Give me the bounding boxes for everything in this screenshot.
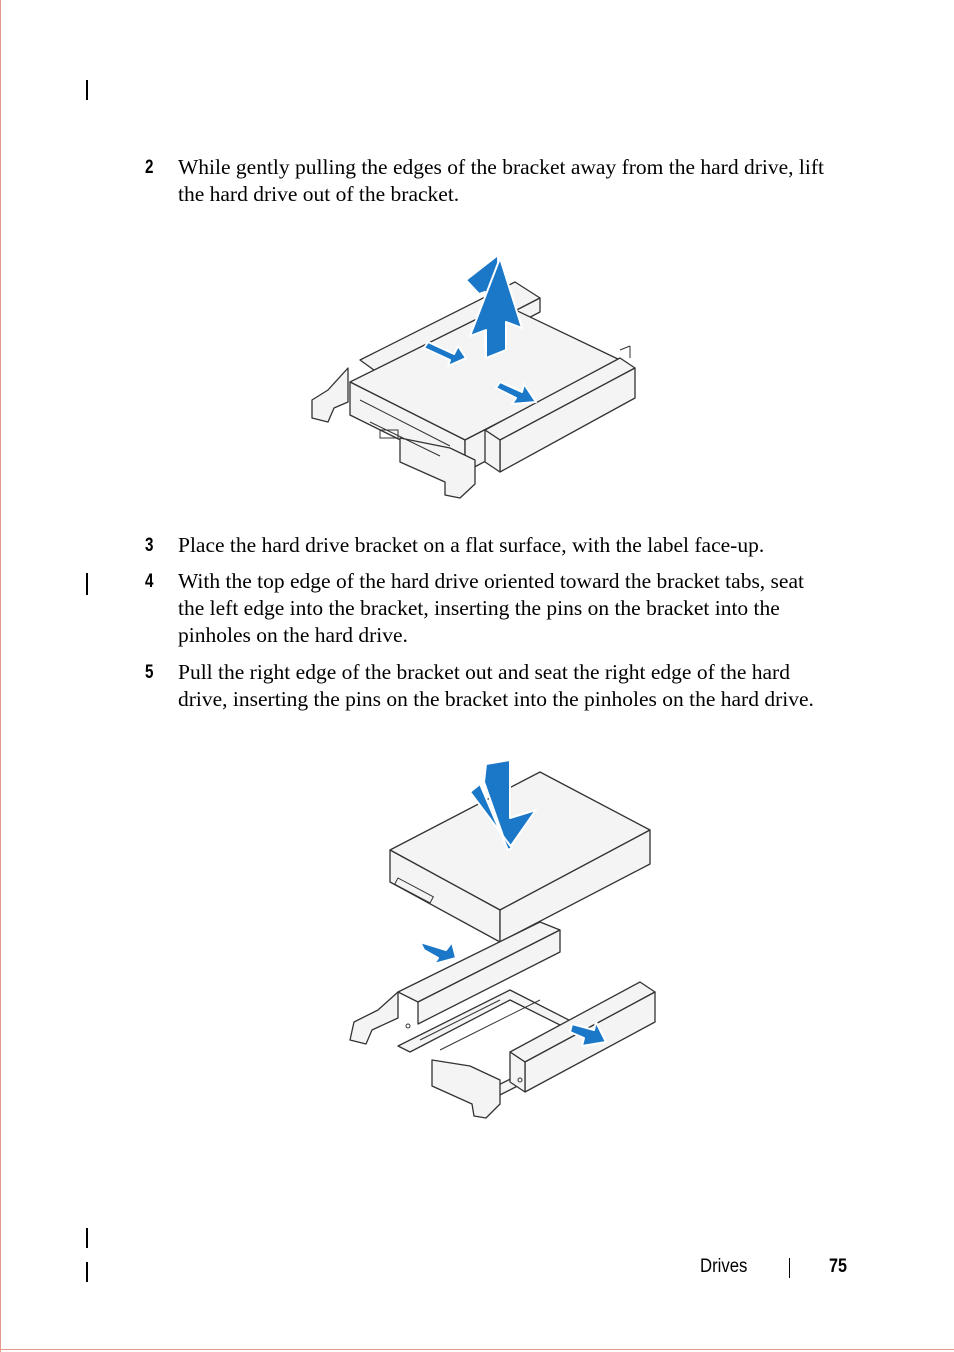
step-number: 5 (145, 662, 154, 683)
remove-drive-illustration (300, 250, 650, 505)
footer-section-title: Drives (700, 1256, 748, 1277)
step-number: 2 (145, 157, 154, 178)
step-number: 3 (145, 535, 154, 556)
change-bar (86, 573, 88, 595)
step-number: 4 (145, 571, 154, 592)
install-drive-illustration (340, 760, 660, 1120)
step-text: Place the hard drive bracket on a flat surface, with the label face-up. (178, 533, 765, 557)
change-bar (86, 80, 88, 100)
step-text: Pull the right edge of the bracket out and seat the right edge of the hard drive, inserting the pins on the bracket into the pinholes on the hard drive. (178, 660, 814, 711)
page-edge-bottom (0, 1349, 954, 1350)
change-bar (86, 1228, 88, 1248)
page-edge-left (0, 0, 1, 1352)
page-number: 75 (829, 1256, 847, 1277)
step-text: While gently pulling the edges of the bracket away from the hard drive, lift the hard drive out of the bracket. (178, 155, 824, 206)
step-text: With the top edge of the hard drive oriented toward the bracket tabs, seat the left edge into the bracket, inserting the pins on the bracket into the pinholes on the hard drive. (178, 569, 804, 647)
change-bar (86, 1262, 88, 1282)
footer-separator (789, 1258, 790, 1278)
